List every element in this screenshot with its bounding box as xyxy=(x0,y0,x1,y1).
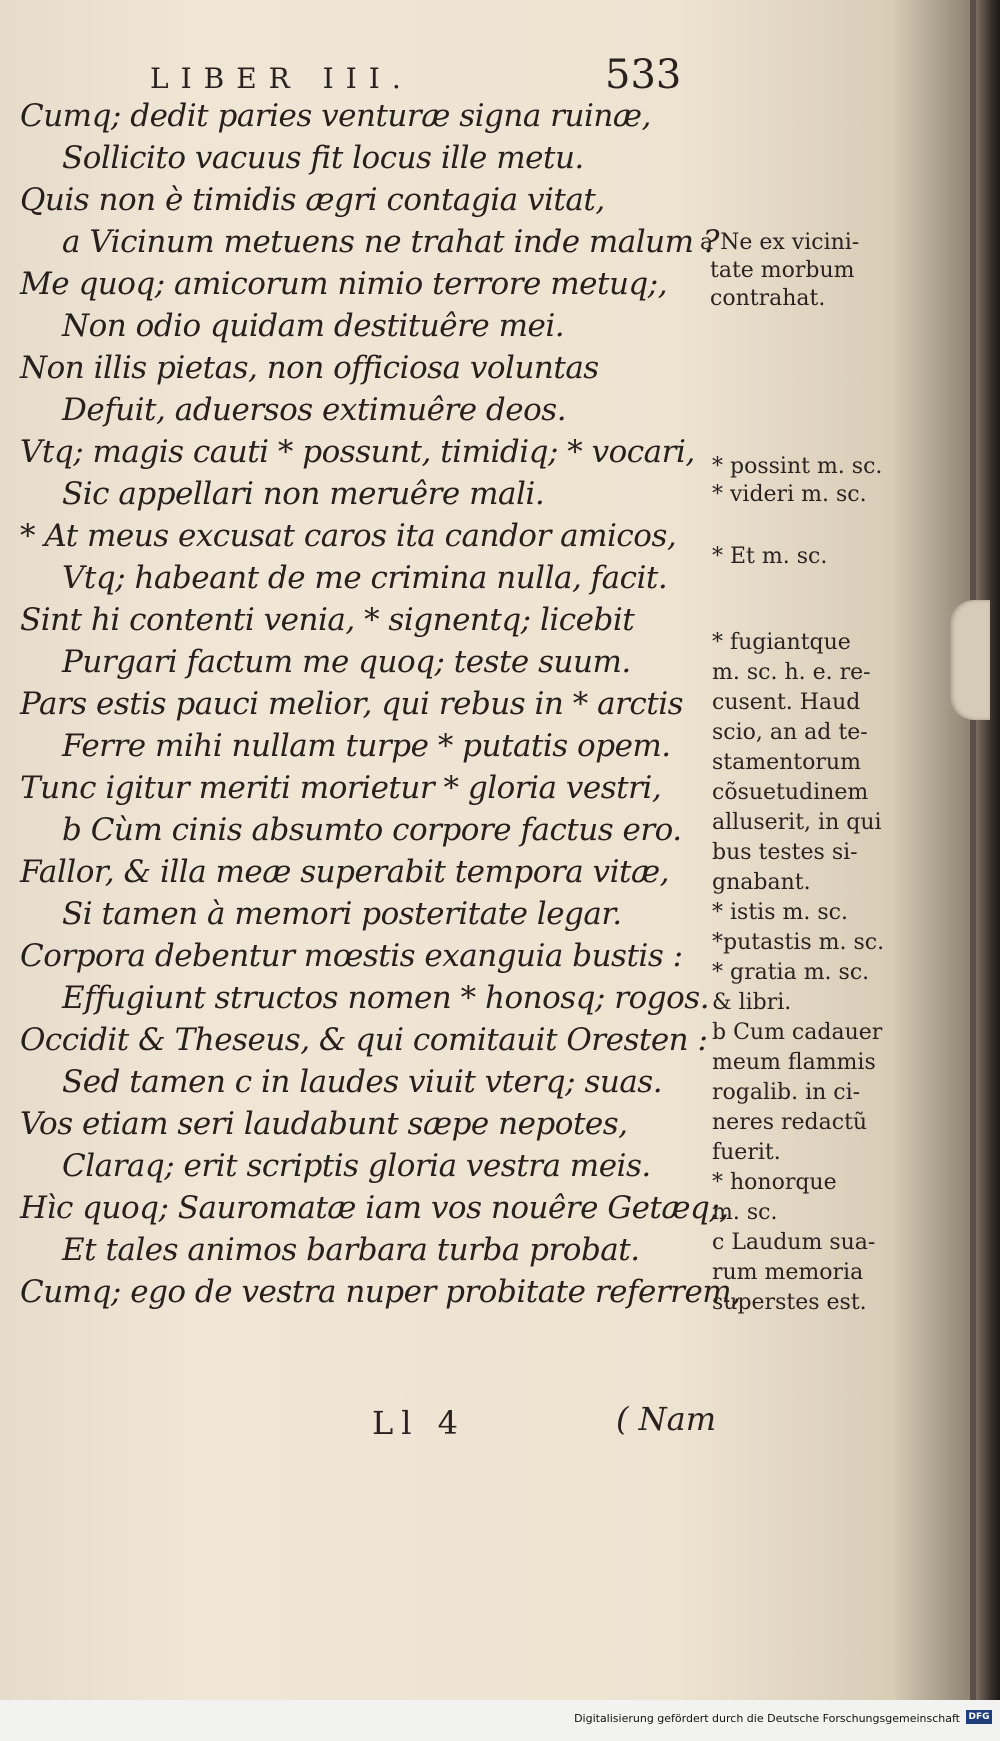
margin-note: *putastis m. sc. xyxy=(712,930,885,955)
verse-line: b Cùm cinis absumto corpore factus ero. xyxy=(62,812,682,848)
verse-line: Non illis pietas, non officiosa voluntas xyxy=(20,350,599,386)
margin-note: * fugiantque xyxy=(712,630,851,655)
verse-line: Corpora debentur mœstis exanguia bustis : xyxy=(20,938,683,974)
margin-note: * videri m. sc. xyxy=(712,482,867,507)
dfg-logo-icon: DFG xyxy=(966,1710,992,1724)
verse-line: Cumq; dedit paries venturæ signa ruinæ, xyxy=(20,98,651,134)
verse-line: Sint hi contenti venia, * signentq; licebit xyxy=(20,602,635,638)
margin-note: superstes est. xyxy=(712,1290,867,1315)
verse-line: Tunc igitur meriti morietur * gloria vestri, xyxy=(20,770,662,806)
margin-note: meum flammis xyxy=(712,1050,876,1075)
page-number: 533 xyxy=(605,52,682,98)
page-edge xyxy=(976,0,1000,1700)
margin-note: neres redactũ xyxy=(712,1110,868,1135)
verse-line: Ferre mihi nullam turpe * putatis opem. xyxy=(62,728,671,764)
verse-line: Vtq; magis cauti * possunt, timidiq; * vocari, xyxy=(20,434,695,470)
verse-line: Et tales animos barbara turba probat. xyxy=(62,1232,640,1268)
verse-line: Purgari factum me quoq; teste suum. xyxy=(62,644,631,680)
verse-line: Me quoq; amicorum nimio terrore metuq;, xyxy=(20,266,668,302)
margin-note: * istis m. sc. xyxy=(712,900,848,925)
margin-note: scio, an ad te- xyxy=(712,720,868,745)
margin-note: fuerit. xyxy=(712,1140,781,1165)
footer-bar xyxy=(0,1700,1000,1741)
verse-line: Non odio quidam destituêre mei. xyxy=(62,308,565,344)
margin-note: tate morbum xyxy=(710,258,855,283)
margin-note: stamentorum xyxy=(712,750,861,775)
verse-line: Fallor, & illa meæ superabit tempora vitæ, xyxy=(20,854,669,890)
verse-line: * At meus excusat caros ita candor amicos, xyxy=(20,518,677,554)
margin-note: a Ne ex vicini- xyxy=(700,230,860,255)
margin-note: bus testes si- xyxy=(712,840,858,865)
margin-note: cusent. Haud xyxy=(712,690,861,715)
footer-credit: Digitalisierung gefördert durch die Deutsche Forschungsgemeinschaft xyxy=(574,1712,960,1725)
margin-note: rum memoria xyxy=(712,1260,864,1285)
verse-line: Vtq; habeant de me crimina nulla, facit. xyxy=(62,560,668,596)
page-tab-notch xyxy=(950,600,990,720)
margin-note: m. sc. xyxy=(712,1200,778,1225)
margin-note: rogalib. in ci- xyxy=(712,1080,861,1105)
margin-note: c Laudum sua- xyxy=(712,1230,876,1255)
margin-note: * honorque xyxy=(712,1170,837,1195)
verse-line: Cumq; ego de vestra nuper probitate referrem, xyxy=(20,1274,741,1310)
signature-mark: Ll 4 xyxy=(372,1404,467,1442)
verse-line: Occidit & Theseus, & qui comitauit Oresten : xyxy=(20,1022,708,1058)
verse-line: Vos etiam seri laudabunt sæpe nepotes, xyxy=(20,1106,628,1142)
margin-note: contrahat. xyxy=(710,286,826,311)
margin-note: & libri. xyxy=(712,990,792,1015)
catchword: ( Nam xyxy=(616,1400,717,1438)
margin-note: * possint m. sc. xyxy=(712,454,883,479)
margin-note: alluserit, in qui xyxy=(712,810,882,835)
verse-line: Claraq; erit scriptis gloria vestra meis. xyxy=(62,1148,651,1184)
margin-note: m. sc. h. e. re- xyxy=(712,660,871,685)
verse-line: Defuit, aduersos extimuêre deos. xyxy=(62,392,567,428)
margin-note: b Cum cadauer xyxy=(712,1020,883,1045)
verse-line: Quis non è timidis ægri contagia vitat, xyxy=(20,182,605,218)
verse-line: Sed tamen c in laudes viuit vterq; suas. xyxy=(62,1064,663,1100)
verse-line: Si tamen à memori posteritate legar. xyxy=(62,896,622,932)
verse-line: Sollicito vacuus fit locus ille metu. xyxy=(62,140,584,176)
verse-line: a Vicinum metuens ne trahat inde malum ? xyxy=(62,224,720,260)
verse-line: Effugiunt structos nomen * honosq; rogos. xyxy=(62,980,710,1016)
margin-note: cõsuetudinem xyxy=(712,780,869,805)
running-title: LIBER III. xyxy=(150,62,413,95)
margin-note: gnabant. xyxy=(712,870,811,895)
verse-line: Hìc quoq; Sauromatæ iam vos nouêre Getæq;, xyxy=(20,1190,729,1226)
verse-line: Sic appellari non meruêre mali. xyxy=(62,476,545,512)
margin-note: * Et m. sc. xyxy=(712,544,828,569)
verse-line: Pars estis pauci melior, qui rebus in * arctis xyxy=(20,686,684,722)
margin-note: * gratia m. sc. xyxy=(712,960,870,985)
